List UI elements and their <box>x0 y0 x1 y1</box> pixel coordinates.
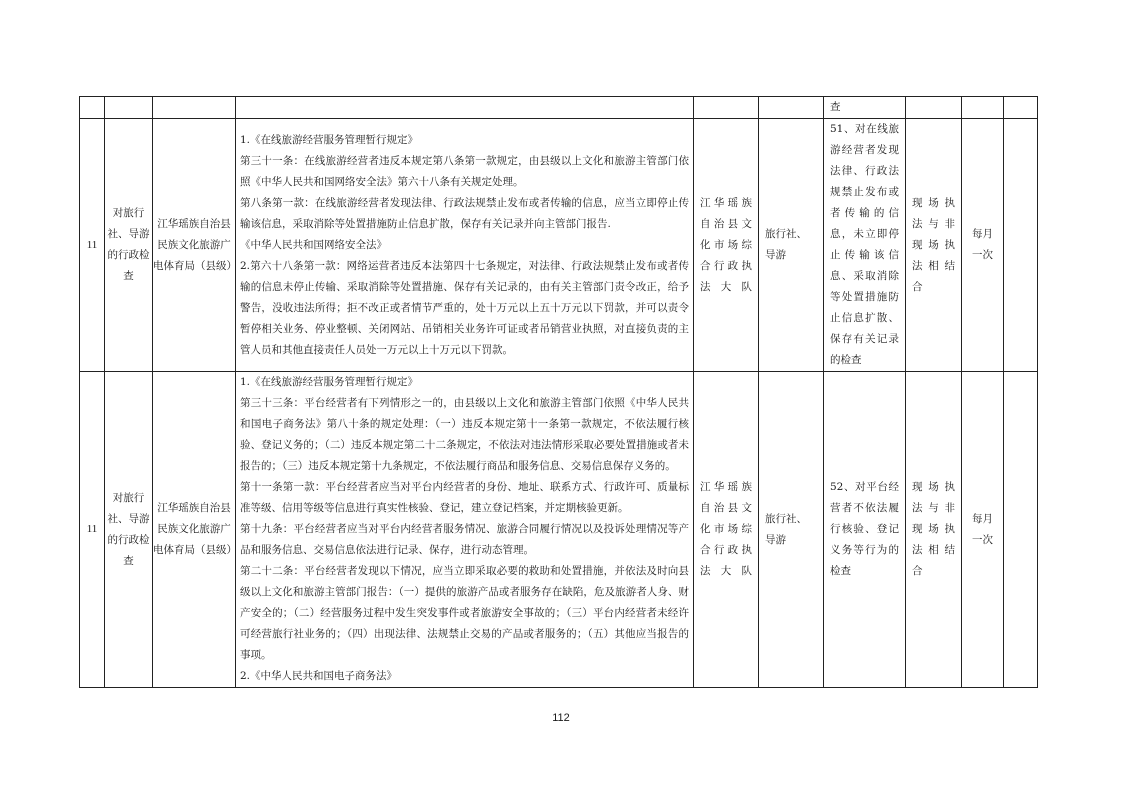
legal-basis-paragraph: 2.第六十八条第一款：网络运营者违反本法第四十七条规定，对法律、行政法规禁止发布或者传输的信息未停止传输、采取消除等处置措施、保存有关记录的，由有关主管部门责令改正，给予警告，没收违法所得；拒不改正或者情节严重的，处十万元以上五十万元以下罚款，并可以责令暂停相关业务、停业整顿、关闭网站、吊销相关业务许可证或者吊销营业执照，对直接负责的主管人员和其他直接责任人员处一万元以上十万元以下罚款。 <box>240 259 689 356</box>
legal-basis-paragraph: 第十九条：平台经营者应当对平台内经营者服务情况、旅游合同履行情况以及投诉处理情况等产品和服务信息、交易信息依法进行记录、保存，进行动态管理。 <box>240 523 689 556</box>
check-object: 旅行社、导游 <box>759 119 824 372</box>
check-frequency: 每月 一次 <box>962 372 1004 688</box>
legal-basis-paragraph: 《中华人民共和国网络安全法》 <box>240 238 387 251</box>
legal-basis-paragraph: 2.《中华人民共和国电子商务法》 <box>240 670 398 682</box>
legal-basis-paragraph: 第二十二条：平台经营者发现以下情况，应当立即采取必要的救助和处置措施，并依法及时向县级以上文化和旅游主管部门报告：（一）提供的旅游产品或者服务存在缺陷，危及旅游者人身、财产安全的；（二）经营服务过程中发生突发事件或者旅游安全事故的；（三）平台内经营者未经许可经营旅行社业务的；（四）出现法律、法规禁止交易的产品或者服务的；（五）其他应当报告的事项。 <box>240 565 689 661</box>
table-row-continued <box>80 97 1038 119</box>
row-number: 11 <box>80 372 105 688</box>
executing-agency: 江华瑶族 自治县文 化市场综 合行政执 法大队 <box>694 119 759 372</box>
executing-agency: 江华瑶族 自治县文 化市场综 合行政执 法大队 <box>694 372 759 688</box>
check-item-cell: 查 <box>824 97 906 119</box>
implementing-department: 江华瑶族自治县民族文化旅游广电体育局（县级） <box>153 372 236 688</box>
implementing-department: 江华瑶族自治县民族文化旅游广电体育局（县级） <box>153 119 236 372</box>
check-method: 现场执 法与非 现场执 法相结 合 <box>906 372 962 688</box>
check-frequency: 每月 一次 <box>962 119 1004 372</box>
check-name: 对旅行社、导游的行政检查 <box>105 372 153 688</box>
row-number: 11 <box>80 119 105 372</box>
legal-basis-paragraph: 第三十三条：平台经营者有下列情形之一的，由县级以上文化和旅游主管部门依照《中华人民共和国电子商务法》第八十条的规定处理：（一）违反本规定第十一条第一款规定，不依法履行核验、登记义务的；（二）违反本规定第二十二条规定，不依法对违法情形采取必要处置措施或者未报告的；（三）违反本规定第十九条规定，不依法履行商品和服务信息、交易信息保存义务的。 <box>240 397 689 472</box>
legal-basis <box>236 119 694 372</box>
legal-basis-paragraph: 第十一条第一款：平台经营者应当对平台内经营者的身份、地址、联系方式、行政许可、质量标准等级、信用等级等信息进行真实性核验、登记，建立登记档案，并定期核验更新。 <box>240 481 689 514</box>
check-object: 旅行社、导游 <box>759 372 824 688</box>
legal-basis-paragraph: 第三十一条：在线旅游经营者违反本规定第八条第一款规定，由县级以上文化和旅游主管部门依照《中华人民共和国网络安全法》第六十八条有关规定处理。 <box>240 154 689 188</box>
table-row <box>80 372 1038 688</box>
check-method: 现场执 法与非 现场执 法相结 合 <box>906 119 962 372</box>
check-name: 对旅行社、导游的行政检查 <box>105 119 153 372</box>
legal-basis-paragraph: 1.《在线旅游经营服务管理暂行规定》 <box>240 133 419 146</box>
law-enforcement-table <box>79 96 1038 688</box>
legal-basis-paragraph: 第八条第一款：在线旅游经营者发现法律、行政法规禁止发布或者传输的信息，应当立即停止传输该信息，采取消除等处置措施防止信息扩散，保存有关记录并向主管部门报告. <box>240 196 689 230</box>
page-number: 112 <box>552 712 570 724</box>
check-item: 52、对平台经营者不依法履行核验、登记义务等行为的检查 <box>824 372 906 688</box>
legal-basis-paragraph: 1.《在线旅游经营服务管理暂行规定》 <box>240 376 419 388</box>
check-item: 51、对在线旅游经营者发现法律、行政法规禁止发布或者传输的信息，未立即停止传输该信息、采取消除等处置措施防止信息扩散、保存有关记录的检查 <box>824 119 906 372</box>
table-row <box>80 119 1038 372</box>
legal-basis <box>236 372 694 688</box>
